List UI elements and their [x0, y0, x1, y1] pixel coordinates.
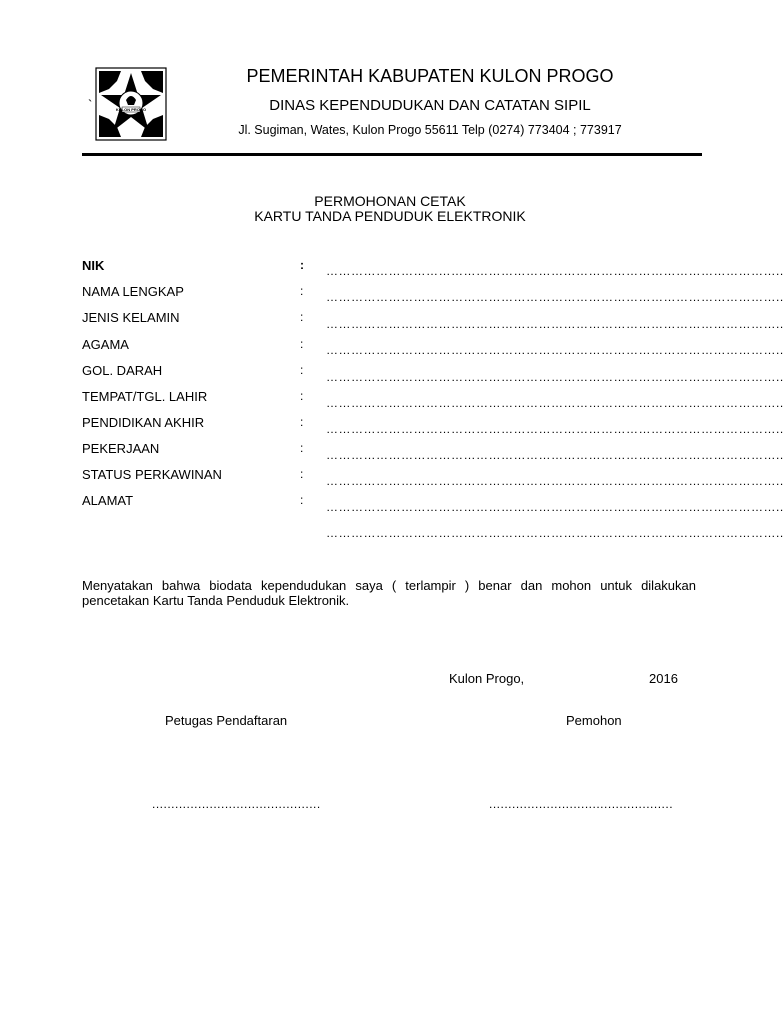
field-label: JENIS KELAMIN [82, 310, 180, 325]
stray-mark: ` [88, 97, 93, 112]
field-fill-line[interactable]: ……………………………………………………………………………………………….. [326, 370, 784, 384]
officer-signature-label: Petugas Pendaftaran [165, 713, 288, 728]
field-fill-line[interactable]: ……………………………………………………………………………………………….. [326, 396, 784, 410]
field-colon: : [300, 467, 304, 481]
signing-year: 2016 [649, 671, 678, 686]
field-label: GOL. DARAH [82, 363, 163, 378]
field-colon: : [300, 363, 304, 377]
declaration-statement: Menyatakan bahwa biodata kependudukan saya ( terlampir ) benar dan mohon untuk dilakukan pencetakan Kartu Tanda Penduduk Elektronik. [82, 578, 696, 608]
regency-emblem-icon [95, 67, 167, 141]
field-colon: : [300, 258, 304, 272]
field-label: STATUS PERKAWINAN [82, 467, 222, 482]
field-label: NIK [82, 258, 105, 273]
document-title-line2: KARTU TANDA PENDUDUK ELEKTRONIK [254, 208, 526, 224]
field-colon: : [300, 310, 304, 324]
field-fill-line[interactable]: ……………………………………………………………………………………………….. [326, 317, 784, 331]
field-colon: : [300, 337, 304, 351]
officer-signature-line[interactable]: ............................................ [152, 797, 321, 811]
field-label: AGAMA [82, 337, 129, 352]
field-colon: : [300, 284, 304, 298]
field-fill-line-continued[interactable]: ……………………………………………………………………………………………….. [326, 526, 784, 540]
field-fill-line[interactable]: ……………………………………………………………………………………………….. [326, 290, 784, 304]
applicant-signature-label: Pemohon [566, 713, 622, 728]
field-colon: : [300, 415, 304, 429]
regency-logo [95, 67, 167, 141]
field-fill-line[interactable]: ……………………………………………………………………………………………….. [326, 474, 784, 488]
logo-caption: KULON PROGO [115, 107, 147, 112]
field-label: NAMA LENGKAP [82, 284, 184, 299]
applicant-signature-line[interactable]: ................................................ [489, 797, 674, 811]
field-fill-line[interactable]: ……………………………………………………………………………………………….. [326, 343, 784, 357]
field-label: TEMPAT/TGL. LAHIR [82, 389, 208, 404]
field-label: ALAMAT [82, 493, 134, 508]
field-fill-line[interactable]: ……………………………………………………………………………………………….. [326, 264, 784, 278]
field-fill-line[interactable]: ……………………………………………………………………………………………….. [326, 422, 784, 436]
field-label: PENDIDIKAN AKHIR [82, 415, 205, 430]
signing-place: Kulon Progo, [449, 671, 525, 686]
field-fill-line[interactable]: ……………………………………………………………………………………………….. [326, 500, 784, 514]
department-title: DINAS KEPENDUDUKAN DAN CATATAN SIPIL [269, 97, 591, 114]
office-address: Jl. Sugiman, Wates, Kulon Progo 55611 Telp (0274) 773404 ; 773917 [238, 123, 622, 137]
field-label: PEKERJAAN [82, 441, 160, 456]
field-colon: : [300, 493, 304, 507]
field-fill-line[interactable]: ……………………………………………………………………………………………….. [326, 448, 784, 462]
document-title-line1: PERMOHONAN CETAK [314, 193, 466, 209]
header-divider [82, 153, 702, 156]
government-title: PEMERINTAH KABUPATEN KULON PROGO [246, 66, 614, 86]
field-colon: : [300, 441, 304, 455]
field-colon: : [300, 389, 304, 403]
